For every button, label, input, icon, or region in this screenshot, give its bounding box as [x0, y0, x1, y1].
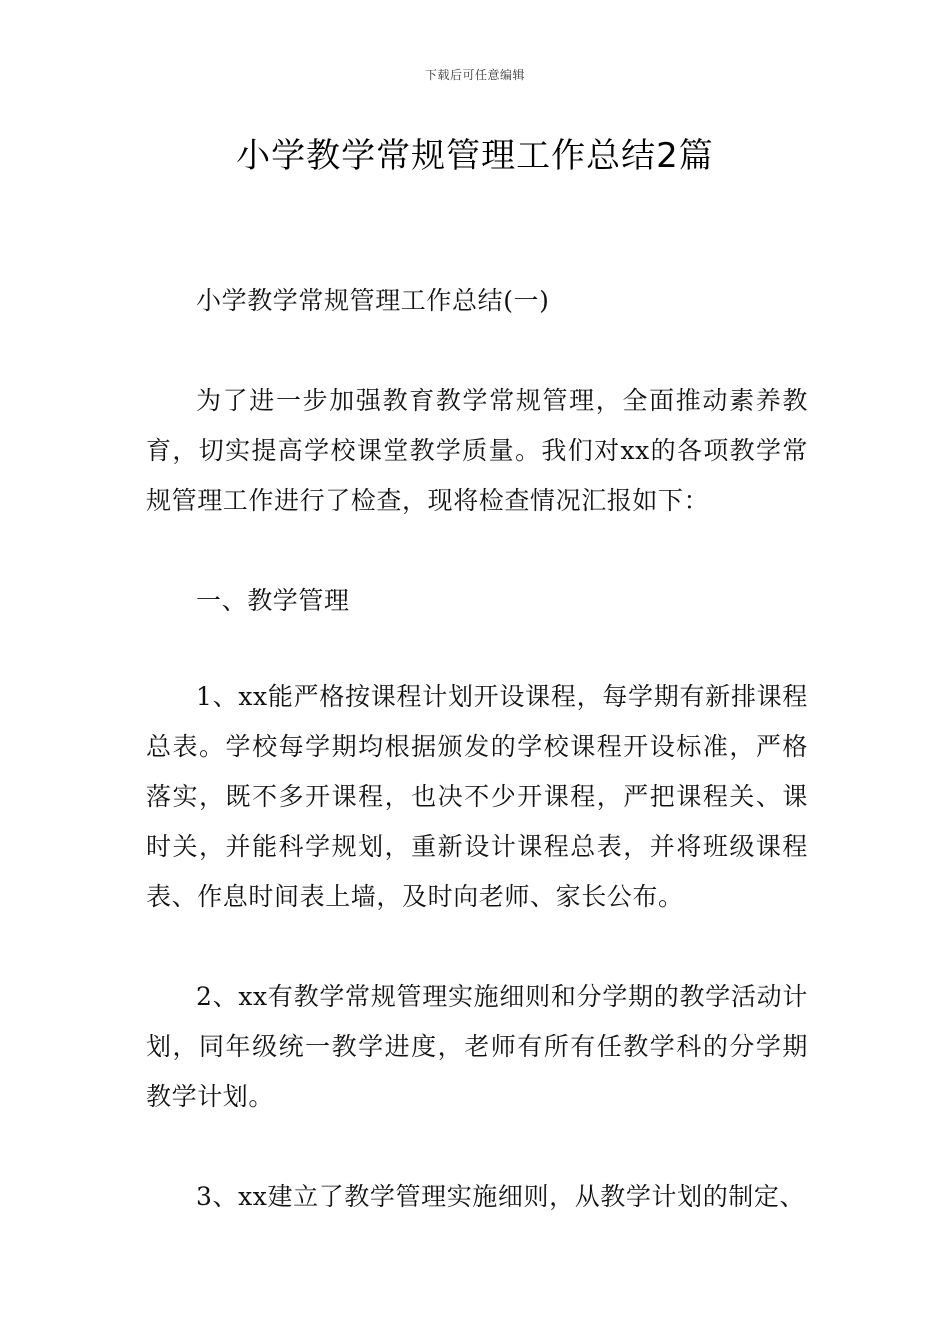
- intro-paragraph: 为了进一步加强教育教学常规管理，全面推动素养教育，切实提高学校课堂教学质量。我们对xx的各项教学常规管理工作进行了检查，现将检查情况汇报如下：: [146, 386, 808, 515]
- header-note: 下载后可任意编辑: [424, 68, 525, 82]
- list-item: 1、xx能严格按课程计划开设课程，每学期有新排课程总表。学校每学期均根据颁发的学校课程开设标准，严格落实，既不多开课程，也决不少开课程，严把课程关、课时关，并能科学规划，重新设计课程总表，并将班级课程表、作息时间表上墙，及时向老师、家长公布。: [146, 682, 808, 911]
- section-subtitle: 小学教学常规管理工作总结(一): [196, 286, 550, 315]
- section-heading: 一、教学管理: [196, 586, 350, 615]
- list-item: 3、xx建立了教学管理实施细则，从教学计划的制定、: [196, 1182, 806, 1211]
- list-item: 2、xx有教学常规管理实施细则和分学期的教学活动计划，同年级统一教学进度，老师有所有任教学科的分学期教学计划。: [146, 982, 808, 1111]
- document-title: 小学教学常规管理工作总结2篇: [236, 136, 714, 176]
